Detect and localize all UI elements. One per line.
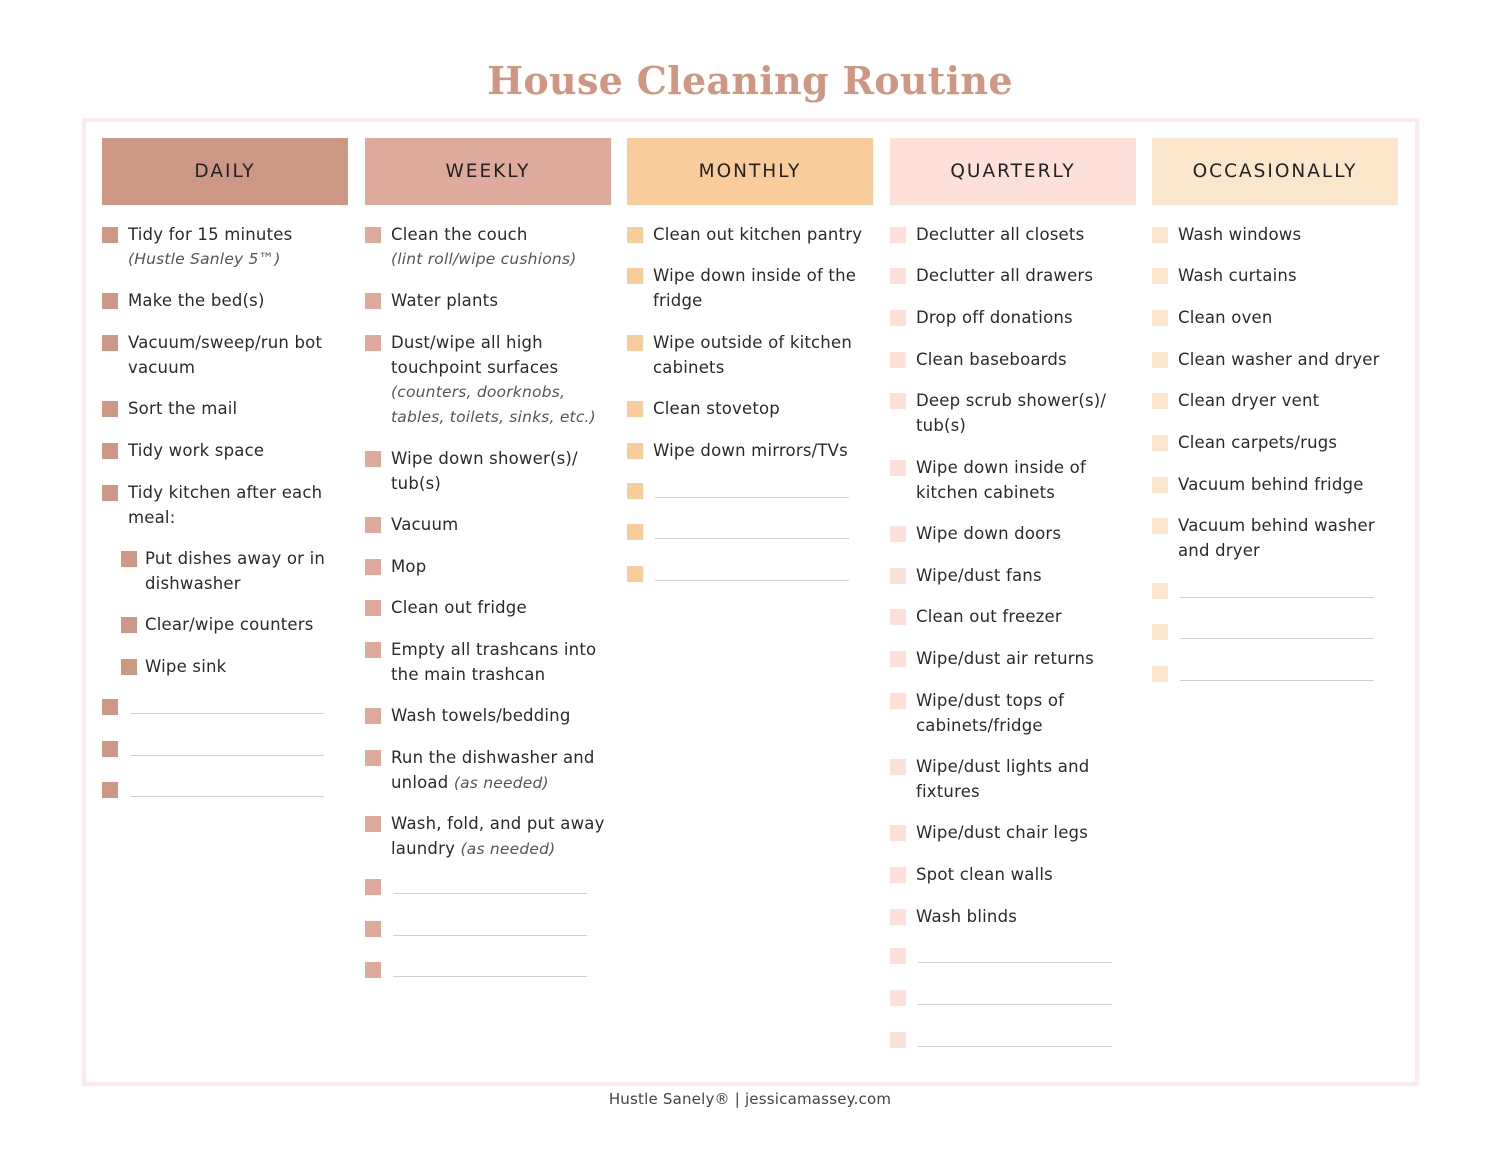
task-label: Vacuum behind washer and dryer — [1178, 516, 1375, 560]
checkbox[interactable] — [102, 293, 118, 309]
task-label: Clean out fridge — [391, 598, 527, 617]
write-in-line[interactable] — [1180, 597, 1374, 598]
checklist-item-text — [391, 595, 607, 620]
checkbox[interactable] — [890, 352, 906, 368]
checklist-item-text — [916, 222, 1132, 247]
checklist-item-text — [916, 455, 1132, 505]
task-label: Clean carpets/rugs — [1178, 433, 1338, 452]
checklist-item-text — [145, 654, 344, 679]
checklist-item-text — [1178, 305, 1394, 330]
checkbox[interactable] — [890, 460, 906, 476]
task-label: Clear/wipe counters — [145, 615, 314, 634]
checkbox[interactable] — [121, 617, 137, 633]
checklist-item-text — [1178, 222, 1394, 247]
checkbox[interactable] — [890, 759, 906, 775]
task-label: Wipe/dust lights and fixtures — [916, 757, 1090, 801]
task-label: Clean out freezer — [916, 607, 1062, 626]
column-header-quarterly: QUARTERLY — [890, 138, 1136, 205]
task-label: Wipe outside of kitchen cabinets — [653, 333, 852, 377]
write-in-line[interactable] — [1180, 680, 1374, 681]
checklist-item-text — [1178, 388, 1394, 413]
checkbox[interactable] — [365, 962, 381, 978]
checkbox[interactable] — [890, 568, 906, 584]
checklist-item-text — [391, 703, 607, 728]
task-note: (as needed) — [453, 774, 549, 792]
task-label: Wash blinds — [916, 907, 1018, 926]
task-label: Wash towels/bedding — [391, 706, 571, 725]
checklist-item-text — [916, 646, 1132, 671]
checklist-item-text — [128, 480, 344, 530]
checkbox[interactable] — [121, 551, 137, 567]
checklist-item-text — [1178, 472, 1394, 497]
checkbox[interactable] — [627, 227, 643, 243]
checkbox[interactable] — [102, 699, 118, 715]
task-label: Clean dryer vent — [1178, 391, 1320, 410]
checklist-item-text — [653, 263, 869, 313]
checkbox[interactable] — [1152, 435, 1168, 451]
task-label: Vacuum behind fridge — [1178, 475, 1364, 494]
checkbox[interactable] — [890, 526, 906, 542]
checklist-item-text — [916, 388, 1132, 438]
checklist-item-text — [916, 263, 1132, 288]
checklist-item-text — [128, 438, 344, 463]
checkbox[interactable] — [365, 600, 381, 616]
task-label: Wash, fold, and put away laundry — [391, 814, 605, 858]
checkbox[interactable] — [365, 559, 381, 575]
checklist-item-text — [1178, 513, 1394, 563]
column-monthly — [627, 138, 873, 460]
task-label: Wash windows — [1178, 225, 1302, 244]
checkbox[interactable] — [890, 651, 906, 667]
column-header-monthly: MONTHLY — [627, 138, 873, 205]
checkbox[interactable] — [1152, 352, 1168, 368]
checkbox[interactable] — [365, 642, 381, 658]
checklist-item-text — [128, 222, 344, 272]
checkbox[interactable] — [627, 443, 643, 459]
checklist-item-text — [916, 862, 1132, 887]
task-label: Wipe down inside of the fridge — [653, 266, 857, 310]
checkbox[interactable] — [890, 1032, 906, 1048]
task-note: (as needed) — [460, 840, 556, 858]
checklist-item-text — [653, 438, 869, 463]
task-label: Wipe down doors — [916, 524, 1062, 543]
checkbox[interactable] — [1152, 268, 1168, 284]
task-label: Declutter all drawers — [916, 266, 1094, 285]
checkbox[interactable] — [102, 782, 118, 798]
checklist-item-text — [391, 288, 607, 313]
task-label: Wipe sink — [145, 657, 227, 676]
task-label: Wipe down inside of kitchen cabinets — [916, 458, 1086, 502]
checkbox[interactable] — [102, 401, 118, 417]
task-label: Wipe/dust chair legs — [916, 823, 1089, 842]
checkbox[interactable] — [890, 909, 906, 925]
checklist-item-text — [916, 563, 1132, 588]
task-label: Clean oven — [1178, 308, 1273, 327]
checkbox[interactable] — [627, 335, 643, 351]
checklist-item-text — [391, 637, 607, 687]
write-in-line[interactable] — [130, 796, 324, 797]
checklist-item-text — [391, 222, 607, 272]
checklist-item-text — [391, 745, 607, 796]
checklist-item-text — [391, 512, 607, 537]
checkbox[interactable] — [1152, 518, 1168, 534]
checklist-item-text — [391, 554, 607, 579]
footer-credit: Hustle Sanely® | jessicamassey.com — [608, 1090, 892, 1108]
checkbox[interactable] — [890, 268, 906, 284]
task-label: Make the bed(s) — [128, 291, 265, 310]
checkbox[interactable] — [102, 485, 118, 501]
checklist-item-text — [1178, 347, 1394, 372]
task-label: Wipe/dust air returns — [916, 649, 1094, 668]
checkbox[interactable] — [890, 310, 906, 326]
checklist-item-text — [916, 820, 1132, 845]
task-label: Clean out kitchen pantry — [653, 225, 863, 244]
checkbox[interactable] — [1152, 477, 1168, 493]
task-label: Tidy work space — [128, 441, 265, 460]
write-in-line[interactable] — [918, 962, 1112, 963]
checklist-item-text — [145, 612, 344, 637]
checklist-item-text — [653, 396, 869, 421]
checklist-item-text — [391, 811, 607, 862]
checklist-item-text — [916, 604, 1132, 629]
checklist-item-text — [916, 521, 1132, 546]
checkbox[interactable] — [1152, 666, 1168, 682]
write-in-line[interactable] — [130, 755, 324, 756]
checklist-item-text — [916, 904, 1132, 929]
task-label: Clean baseboards — [916, 350, 1067, 369]
write-in-line[interactable] — [1180, 638, 1374, 639]
task-label: Deep scrub shower(s)/ tub(s) — [916, 391, 1107, 435]
checkbox[interactable] — [365, 451, 381, 467]
task-label: Wipe down shower(s)/ tub(s) — [391, 449, 578, 493]
task-label: Empty all trashcans into the main trashcan — [391, 640, 597, 684]
write-in-line[interactable] — [130, 713, 324, 714]
checkbox[interactable] — [102, 741, 118, 757]
checkbox[interactable] — [1152, 310, 1168, 326]
checkbox[interactable] — [627, 566, 643, 582]
checkbox[interactable] — [890, 867, 906, 883]
write-in-line[interactable] — [918, 1046, 1112, 1047]
task-label: Water plants — [391, 291, 499, 310]
task-label: Declutter all closets — [916, 225, 1085, 244]
checkbox[interactable] — [365, 335, 381, 351]
task-label: Tidy kitchen after each meal: — [128, 483, 323, 527]
checkbox[interactable] — [365, 227, 381, 243]
task-label: Wipe down mirrors/TVs — [653, 441, 848, 460]
column-daily — [102, 138, 348, 676]
checkbox[interactable] — [627, 483, 643, 499]
task-label: Vacuum/sweep/run bot vacuum — [128, 333, 323, 377]
checkbox[interactable] — [890, 609, 906, 625]
checkbox[interactable] — [102, 443, 118, 459]
checkbox[interactable] — [890, 948, 906, 964]
write-in-line[interactable] — [655, 538, 849, 539]
task-label: Tidy for 15 minutes — [128, 225, 293, 244]
checkbox[interactable] — [102, 335, 118, 351]
checkbox[interactable] — [365, 517, 381, 533]
checkbox[interactable] — [1152, 393, 1168, 409]
task-label: Mop — [391, 557, 427, 576]
checklist-item-text — [1178, 263, 1394, 288]
write-in-line[interactable] — [393, 935, 587, 936]
checklist-item-text — [128, 330, 344, 380]
checklist-item-text — [391, 446, 607, 496]
write-in-line[interactable] — [918, 1004, 1112, 1005]
checkbox[interactable] — [627, 401, 643, 417]
task-label: Put dishes away or in dishwasher — [145, 549, 326, 593]
column-header-weekly: WEEKLY — [365, 138, 611, 205]
write-in-line[interactable] — [393, 893, 587, 894]
task-label: Clean stovetop — [653, 399, 780, 418]
checkbox[interactable] — [121, 659, 137, 675]
task-label: Spot clean walls — [916, 865, 1053, 884]
checkbox[interactable] — [627, 524, 643, 540]
checklist-item-text — [128, 288, 344, 313]
task-label: Clean washer and dryer — [1178, 350, 1380, 369]
task-label: Clean the couch — [391, 225, 528, 244]
write-in-line[interactable] — [655, 580, 849, 581]
checklist-item-text — [391, 330, 607, 430]
checklist-item-text — [145, 546, 344, 596]
task-label: Drop off donations — [916, 308, 1073, 327]
column-occasionally — [1152, 138, 1398, 560]
task-label: Run the dishwasher and unload — [391, 748, 595, 792]
checklist-item-text — [1178, 430, 1394, 455]
checkbox[interactable] — [365, 921, 381, 937]
checkbox[interactable] — [890, 693, 906, 709]
checkbox[interactable] — [627, 268, 643, 284]
checkbox[interactable] — [365, 879, 381, 895]
checkbox[interactable] — [890, 990, 906, 1006]
checkbox[interactable] — [365, 293, 381, 309]
checkbox[interactable] — [1152, 227, 1168, 243]
checkbox[interactable] — [365, 750, 381, 766]
column-weekly — [365, 138, 611, 858]
checkbox[interactable] — [365, 816, 381, 832]
checklist-item-text — [916, 305, 1132, 330]
checklist-item-text — [916, 754, 1132, 804]
checklist-item-text — [916, 688, 1132, 738]
checkbox[interactable] — [890, 393, 906, 409]
checklist-item-text — [653, 330, 869, 380]
column-header-daily: DAILY — [102, 138, 348, 205]
task-label: Dust/wipe all high touchpoint surfaces — [391, 333, 559, 377]
checkbox[interactable] — [1152, 624, 1168, 640]
task-label: Sort the mail — [128, 399, 238, 418]
task-label: Wipe/dust fans — [916, 566, 1042, 585]
checkbox[interactable] — [102, 227, 118, 243]
checkbox[interactable] — [890, 825, 906, 841]
column-quarterly — [890, 138, 1136, 926]
column-header-occasionally: OCCASIONALLY — [1152, 138, 1398, 205]
task-note: (Hustle Sanley 5™) — [128, 250, 281, 268]
task-note: (lint roll/wipe cushions) — [391, 250, 577, 268]
task-note: (counters, doorknobs, tables, toilets, sinks, etc.) — [391, 383, 596, 426]
write-in-line[interactable] — [393, 976, 587, 977]
task-label: Wipe/dust tops of cabinets/fridge — [916, 691, 1065, 735]
task-label: Vacuum — [391, 515, 459, 534]
checklist-item-text — [653, 222, 869, 247]
checklist-item-text — [916, 347, 1132, 372]
checkbox[interactable] — [365, 708, 381, 724]
checklist-item-text — [128, 396, 344, 421]
page-title: House Cleaning Routine — [487, 58, 1013, 103]
write-in-line[interactable] — [655, 497, 849, 498]
checkbox[interactable] — [890, 227, 906, 243]
task-label: Wash curtains — [1178, 266, 1297, 285]
checkbox[interactable] — [1152, 583, 1168, 599]
